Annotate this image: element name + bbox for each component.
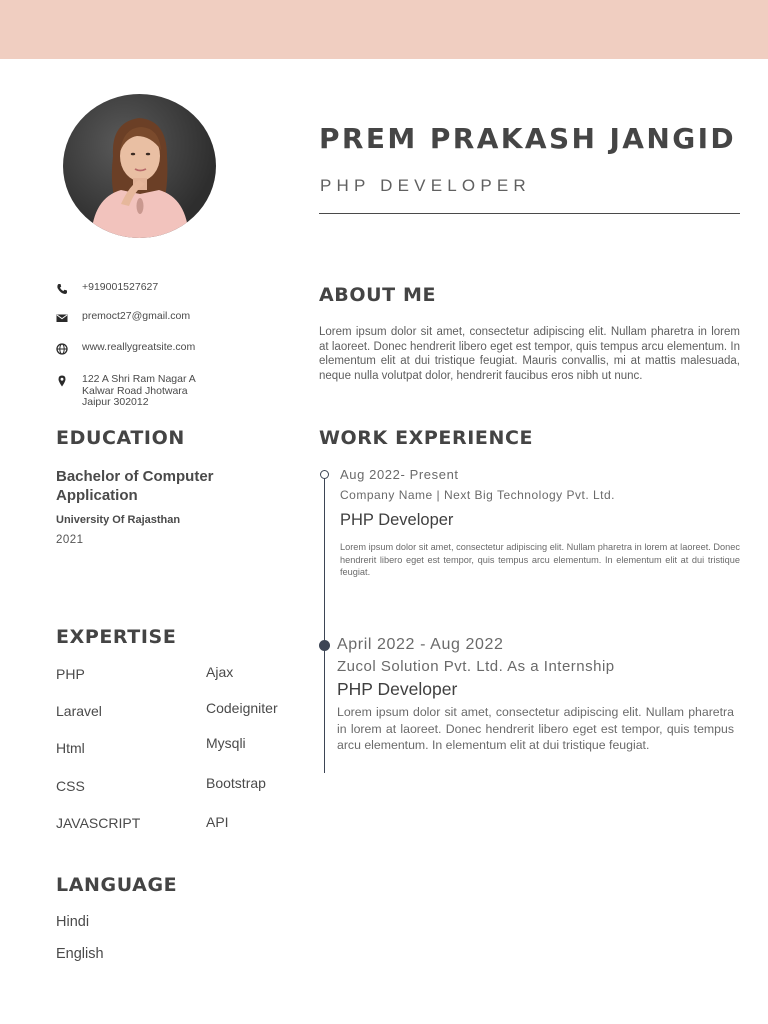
skill-item: Codeigniter: [206, 700, 278, 716]
location-pin-icon: [56, 375, 70, 389]
skill-item: API: [206, 814, 229, 830]
candidate-name: PREM PRAKASH JANGID: [319, 122, 737, 155]
job-description: Lorem ipsum dolor sit amet, consectetur adipiscing elit. Nullam pharetra in lorem at laoreet. Donec hendrerit libero eget est tempor, quis tempus arcu elementum. In elementum elit at dui tristique feugiat.: [337, 705, 734, 752]
job-title: PHP Developer: [337, 679, 458, 699]
timeline-marker: [319, 640, 330, 651]
job-company: Company Name | Next Big Technology Pvt. Ltd.: [340, 488, 616, 502]
skill-item: PHP: [56, 666, 85, 682]
address-line: Jaipur 302012: [82, 396, 149, 408]
about-heading: ABOUT ME: [319, 284, 437, 306]
skill-item: CSS: [56, 778, 85, 794]
job-period: Aug 2022- Present: [340, 467, 459, 482]
education-heading: EDUCATION: [56, 427, 185, 449]
website-url: www.reallygreatsite.com: [82, 341, 196, 353]
profile-photo: [63, 94, 216, 238]
skill-item: Ajax: [206, 664, 234, 680]
job-title: PHP Developer: [340, 511, 454, 529]
expertise-heading: EXPERTISE: [56, 626, 177, 648]
timeline-line: [324, 478, 325, 773]
contact-website: [56, 342, 195, 357]
address-line: Kalwar Road Jhotwara: [82, 384, 188, 397]
candidate-role: PHP DEVELOPER: [320, 176, 531, 195]
header-band: [0, 0, 768, 59]
header-divider: [319, 213, 740, 214]
skill-item: Laravel: [56, 703, 102, 719]
contact-address: [56, 374, 196, 409]
education-year: 2021: [56, 534, 84, 546]
contact-email: [56, 311, 190, 326]
skill-item: Html: [56, 740, 85, 756]
timeline-marker: [320, 470, 329, 479]
language-item: English: [56, 946, 104, 962]
education-degree: Bachelor of Computer Application: [56, 468, 214, 504]
skill-item: JAVASCRIPT: [56, 815, 141, 831]
globe-icon: [56, 343, 70, 357]
contact-phone: [56, 282, 158, 297]
address-line: 122 A Shri Ram Nagar A: [82, 373, 196, 385]
job-description: Lorem ipsum dolor sit amet, consectetur adipiscing elit. Nullam pharetra in lorem at laoreet. Donec hendrerit libero eget est tempor, quis tempus arcu elementum. In elementum elit at dui tristique feugiat.: [340, 542, 740, 578]
phone-number: +919001527627: [82, 281, 159, 293]
job-period: April 2022 - Aug 2022: [337, 636, 504, 653]
envelope-icon: [56, 312, 70, 326]
about-text: Lorem ipsum dolor sit amet, consectetur adipiscing elit. Nullam pharetra in lorem at laoreet. Donec hendrerit libero eget est tempor, quis tempus arcu elementum. In elementum elit at dui tristique feugiat. Mauris convallis, mi at mattis malesuada, neque nulla volutpat dolor, hendrerit faucibus eros nibh ut nunc.: [319, 326, 740, 382]
education-university: University Of Rajasthan: [56, 514, 181, 526]
language-heading: LANGUAGE: [56, 874, 178, 896]
work-heading: WORK EXPERIENCE: [319, 427, 534, 449]
language-item: Hindi: [56, 914, 90, 930]
skill-item: Mysqli: [206, 735, 246, 751]
address: [82, 374, 196, 409]
profile-photo-illustration: [63, 94, 216, 238]
phone-icon: [56, 283, 70, 297]
job-company: Zucol Solution Pvt. Ltd. As a Internship: [337, 658, 615, 675]
email-address: premoct27@gmail.com: [82, 310, 191, 322]
skill-item: Bootstrap: [206, 775, 266, 791]
